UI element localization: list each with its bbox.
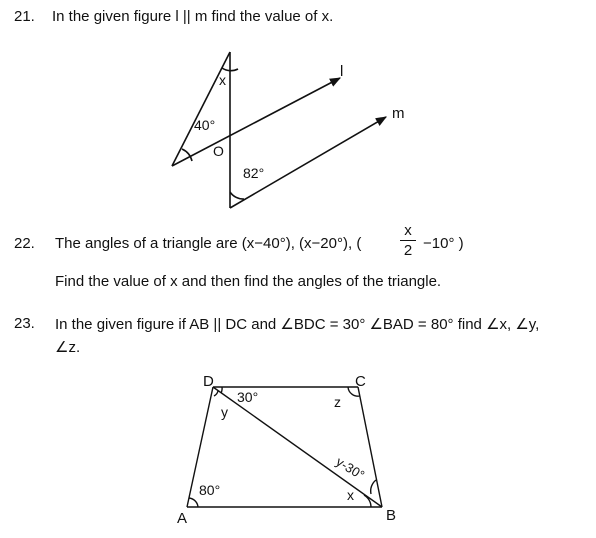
- q23-line1: In the given figure if AB || DC and ∠BDC = 30° ∠BAD = 80° find ∠x, ∠y,: [55, 316, 540, 333]
- q23-label-C: C: [355, 373, 366, 390]
- q22-frac-num: x: [404, 222, 412, 239]
- q22-text-pre: The angles of a triangle are (x−40°), (x−20°), (: [55, 235, 362, 252]
- q23-label-y30: y-30°: [333, 453, 368, 483]
- q21-label-40: 40°: [194, 117, 216, 133]
- q23-label-80: 80°: [199, 482, 221, 498]
- q23-label-y: y: [221, 404, 228, 420]
- q23-line2: ∠z.: [55, 339, 81, 356]
- q22-fraction: [400, 222, 416, 259]
- q22-frac-den: 2: [403, 242, 413, 259]
- q21-label-o: O: [213, 143, 224, 159]
- q23-label-x: x: [347, 487, 354, 503]
- q22-frac-bar: [400, 240, 416, 241]
- q23-label-z: z: [334, 394, 341, 410]
- q21-number: 21.: [14, 8, 35, 25]
- q21-label-82: 82°: [243, 165, 265, 181]
- q22-line2: Find the value of x and then find the angles of the triangle.: [55, 273, 442, 290]
- q23-number: 23.: [14, 315, 35, 332]
- q21-text: In the given figure l || m find the value of x.: [52, 8, 334, 25]
- q23-label-A: A: [177, 510, 188, 527]
- q23-label-30: 30°: [237, 389, 259, 405]
- q21-label-x: x: [219, 72, 226, 88]
- q23-label-D: D: [203, 373, 214, 390]
- q21-label-l: l: [340, 63, 344, 80]
- q22-text-post: −10° ): [423, 235, 464, 252]
- q21-label-m: m: [392, 105, 405, 122]
- q22-number: 22.: [14, 235, 35, 252]
- q23-label-B: B: [386, 507, 397, 524]
